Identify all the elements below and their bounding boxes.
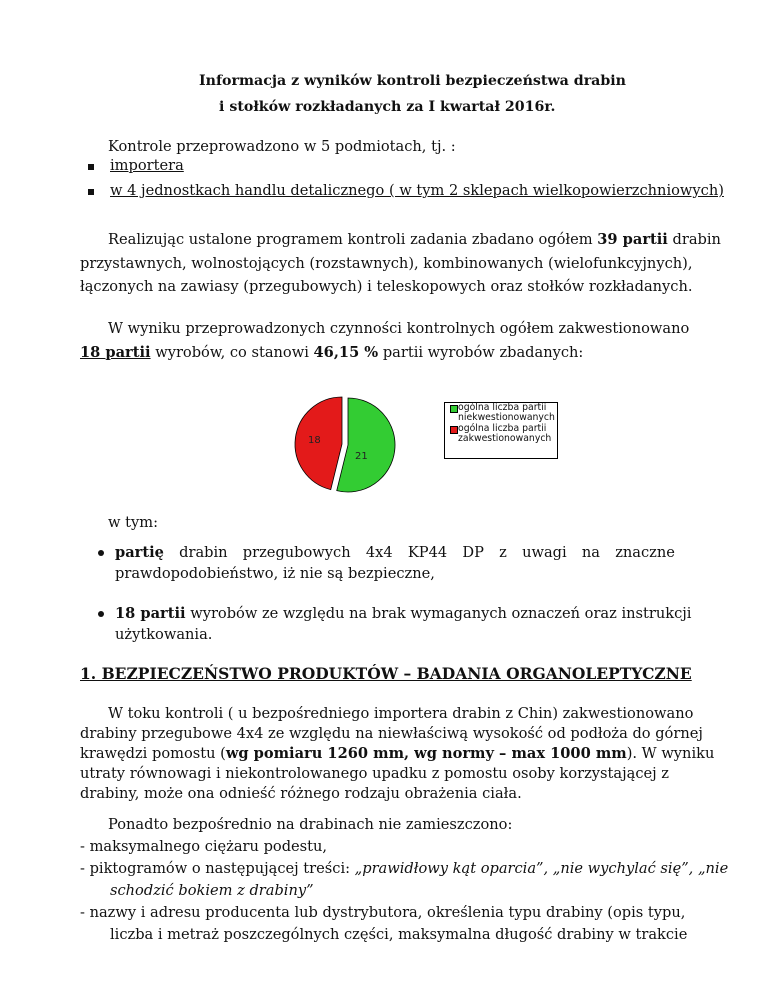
- section1-p1-line-3: [80, 744, 714, 764]
- section1-p1-text-end: ). W wyniku: [626, 745, 715, 762]
- bullet1-line-2: prawdopodobieństwo, iż nie są bezpieczne,: [115, 565, 435, 582]
- pie-chart: [290, 395, 420, 495]
- section1-p2-item-1: - maksymalnego ciężaru podestu,: [80, 838, 328, 855]
- legend-item-1-line-1: ogólna liczba partii: [458, 402, 547, 413]
- bullet2-line-1: [115, 604, 692, 624]
- section1-p1-line-4: utraty równowagi i niekontrolowanego upadku z pomostu osoby korzystającej z: [80, 765, 669, 782]
- bullet1-word: 4x4: [365, 544, 393, 561]
- bullet2-text: wyrobów ze względu na brak wymaganych oznaczeń oraz instrukcji: [185, 605, 692, 622]
- section1-p2-item-2-cont: [110, 881, 314, 901]
- section1-p2-item-3: - nazwy i adresu producenta lub dystrybutora, określenia typu drabiny (opis typu,: [80, 904, 686, 921]
- intro-text: Kontrole przeprowadzono w 5 podmiotach, tj. :: [108, 138, 456, 155]
- legend-item-2-line-1: ogólna liczba partii: [458, 423, 547, 434]
- para2-bold-count: 18 partii: [80, 344, 151, 361]
- section-heading: 1. BEZPIECZEŃSTWO PRODUKTÓW – BADANIA ORGANOLEPTYCZNE: [80, 664, 692, 683]
- bullet1-line-1: [115, 543, 675, 563]
- square-bullet-icon: [88, 164, 94, 170]
- bullet1-word: przegubowych: [242, 544, 351, 561]
- chart-legend: [444, 402, 558, 459]
- title-line-2: i stołków rozkładanych za I kwartał 2016r.: [219, 99, 556, 115]
- square-bullet-icon: [88, 189, 94, 195]
- bullet1-word: znaczne: [615, 544, 675, 561]
- para2-text-end: partii wyrobów zbadanych:: [378, 344, 584, 361]
- para1-bold-count: 39 partii: [597, 231, 668, 248]
- bullet1-word: drabin: [179, 544, 228, 561]
- section1-p2-item-2-text: - piktogramów o następującej treści:: [80, 860, 355, 877]
- para2-bold-percent: 46,15 %: [313, 344, 379, 361]
- intro-item-2: w 4 jednostkach handlu detalicznego ( w tym 2 sklepach wielkopowierzchniowych): [110, 182, 724, 199]
- section1-p1-line-2: drabiny przegubowe 4x4 ze względu na niewłaściwą wysokość od podłoża do górnej: [80, 725, 703, 742]
- legend-swatch-red: [450, 426, 458, 434]
- round-bullet-icon: [98, 611, 104, 617]
- section1-p2-item-2: [80, 859, 729, 879]
- section1-p1-line-5: drabiny, może ona odnieść różnego rodzaju obrażenia ciała.: [80, 785, 522, 802]
- section1-p1-bold: wg pomiaru 1260 mm, wg normy – max 1000 mm: [225, 745, 627, 762]
- pie-label-18: 18: [308, 435, 321, 446]
- para1-line-2: przystawnych, wolnostojących (rozstawnych), kombinowanych (wielofunkcyjnych),: [80, 255, 693, 272]
- para1-line-3: łączonych na zawiasy (przegubowych) i teleskopowych oraz stołków rozkładanych.: [80, 278, 693, 295]
- section1-p2-item-2-italic-cont: schodzić bokiem z drabiny”: [110, 882, 314, 899]
- bullet2-bold: 18 partii: [115, 605, 186, 622]
- section1-p1-line-1: W toku kontroli ( u bezpośredniego importera drabin z Chin) zakwestionowano: [108, 705, 694, 722]
- w-tym-label: w tym:: [108, 514, 158, 531]
- legend-item-1-line-2: niekwestionowanych: [458, 412, 555, 423]
- section1-p1-text: krawędzi pomostu (: [80, 745, 226, 762]
- intro-item-1: importera: [110, 157, 184, 174]
- bullet1-word: z: [499, 544, 507, 561]
- bullet1-word: DP: [462, 544, 484, 561]
- section1-p2-item-3-cont: liczba i metraż poszczególnych części, maksymalna długość drabiny w trakcie: [110, 926, 688, 943]
- title-line-1: Informacja z wyników kontroli bezpieczeństwa drabin: [199, 73, 626, 89]
- section1-p2-intro: Ponadto bezpośrednio na drabinach nie zamieszczono:: [108, 816, 513, 833]
- para2-text: wyrobów, co stanowi: [150, 344, 314, 361]
- bullet1-word: KP44: [407, 544, 448, 561]
- para1-text-end: drabin: [667, 231, 721, 248]
- para2-line-1: W wyniku przeprowadzonych czynności kontrolnych ogółem zakwestionowano: [108, 320, 690, 337]
- bullet1-bold: partię: [115, 544, 164, 561]
- section1-p2-item-2-italic: „prawidłowy kąt oparcia”, „nie wychylać się”, „nie: [354, 860, 729, 877]
- legend-swatch-green: [450, 405, 458, 413]
- legend-item-2-line-2: zakwestionowanych: [458, 433, 552, 444]
- pie-slice-niekwestionowanych: [337, 398, 395, 492]
- para1-text: Realizując ustalone programem kontroli zadania zbadano ogółem: [108, 231, 598, 248]
- para2-line-2: [80, 343, 583, 363]
- bullet1-word: na: [581, 544, 600, 561]
- bullet1-word: uwagi: [522, 544, 567, 561]
- round-bullet-icon: [98, 550, 104, 556]
- bullet2-line-2: użytkowania.: [115, 626, 213, 643]
- para1-line-1: [108, 230, 721, 250]
- pie-label-21: 21: [355, 451, 368, 462]
